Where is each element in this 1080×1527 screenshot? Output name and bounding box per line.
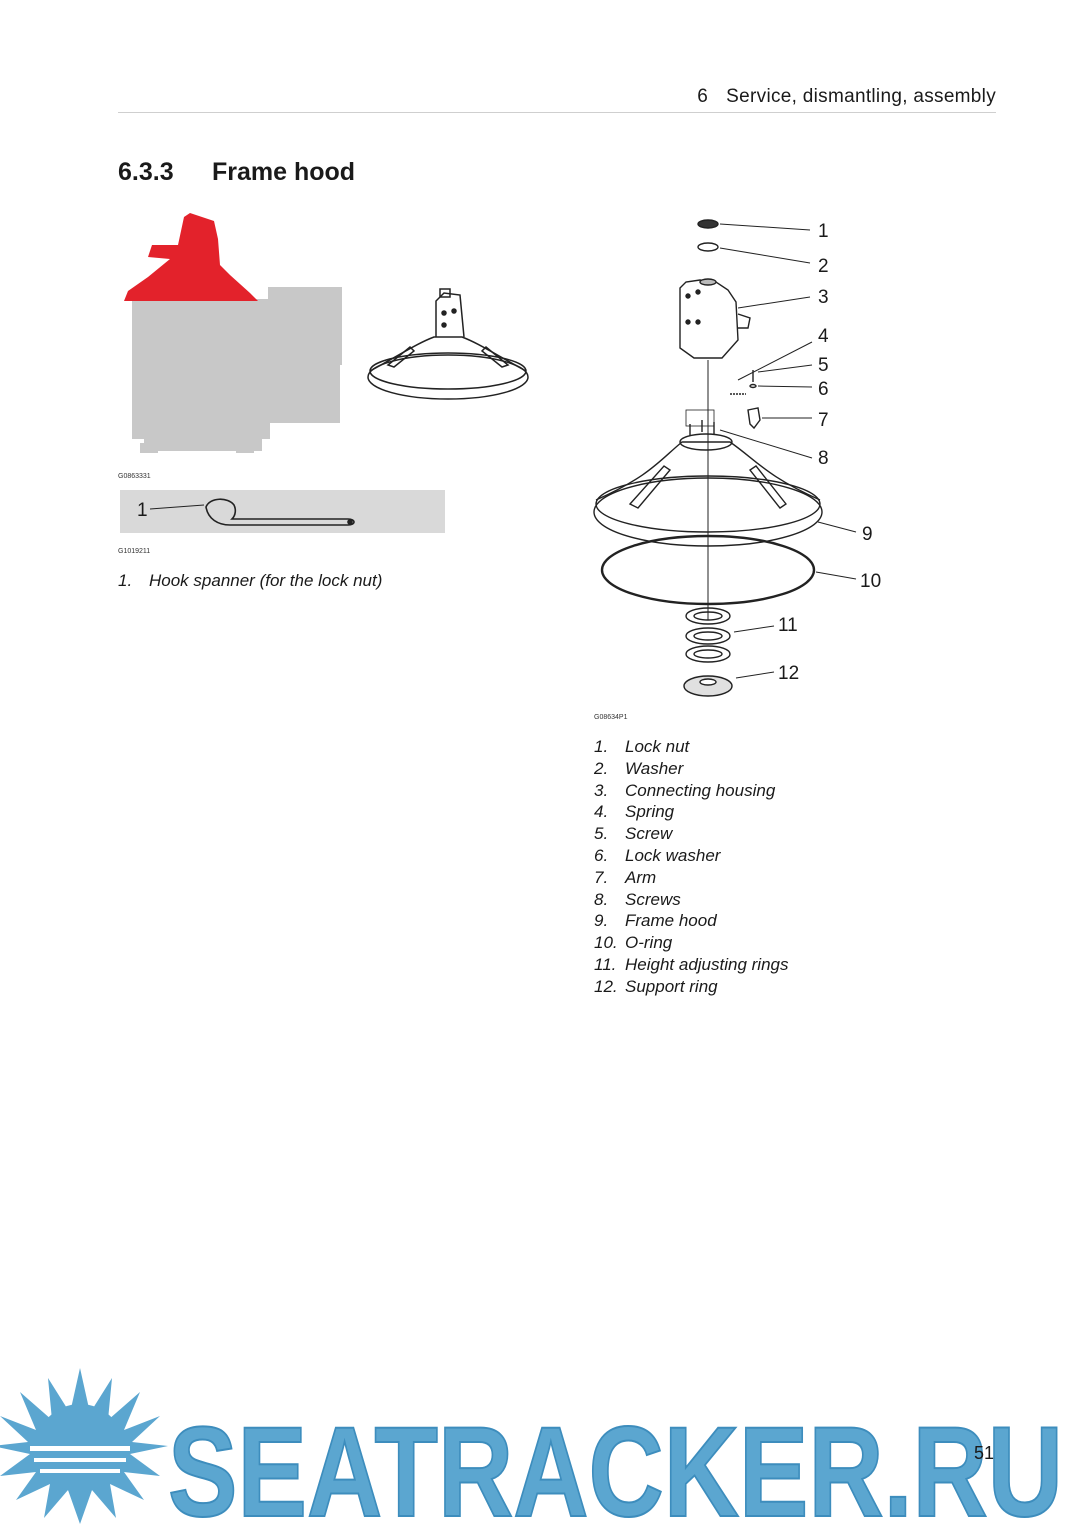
item-text: Support ring [625,976,718,996]
callout-11: 11 [778,615,798,636]
watermark-text: SEATRACKER.RU [168,1401,1063,1527]
item-number: 9. [594,911,609,931]
callout-4: 4 [818,326,829,347]
item-text: Lock washer [625,845,721,865]
item-number: 2. [594,758,609,778]
list-item [594,780,788,802]
hook-spanner-figure [118,489,446,534]
machine-overview-figure [118,205,538,463]
list-item [594,823,788,845]
list-item [594,889,788,911]
item-text: Height adjusting rings [625,954,789,974]
list-item [594,954,788,976]
item-number: 11. [594,954,617,974]
page-number: 51 [973,1443,994,1463]
callout-7: 7 [818,410,829,431]
item-text: Connecting housing [625,780,776,800]
item-number: 1. [118,571,133,590]
item-text: Frame hood [625,911,717,931]
item-number: 12. [594,976,618,996]
section-title: Frame hood [212,158,356,186]
list-item [118,570,382,592]
item-number: 7. [594,867,609,887]
item-number: 5. [594,824,609,844]
item-text: Lock nut [625,737,690,756]
header-rule [118,112,996,113]
list-item [594,758,788,780]
item-number: 3. [594,780,609,800]
item-text: Washer [625,758,684,778]
callout-3: 3 [818,287,829,308]
callout-5: 5 [818,355,829,376]
item-number: 10. [594,933,618,953]
running-header [118,86,996,108]
figure2-code: G1019211 [118,548,151,555]
section-number: 6.3.3 [118,158,174,186]
figure2-callout-1: 1 [137,500,148,521]
callout-10: 10 [860,571,882,592]
callout-2: 2 [818,256,829,277]
list-item [594,845,788,867]
list-item [594,736,788,758]
item-text: Spring [625,802,675,822]
watermark [0,1368,1080,1527]
list-item [594,801,788,823]
machine-body-illustration [132,287,342,453]
item-text: O-ring [625,933,673,953]
item-number: 6. [594,845,609,865]
callout-9: 9 [862,524,873,545]
figure1-code: G0863331 [118,473,151,480]
figure-background [120,490,445,533]
item-number: 8. [594,889,609,909]
list-item [594,976,788,998]
list-item [594,910,788,932]
callout-12: 12 [778,663,800,684]
item-text: Screw [625,824,673,844]
callout-leader-lines [720,224,856,678]
figure3-code: G08634P1 [594,714,628,721]
item-number: 1. [594,737,609,756]
chapter-number: 6 [697,86,709,107]
sun-icon [0,1368,168,1524]
parts-legend [594,736,788,998]
frame-hood-small-illustration [368,289,528,399]
section-heading [118,158,355,187]
item-text: Hook spanner (for the lock nut) [149,571,383,590]
exploded-view-figure [590,210,900,705]
list-item [594,932,788,954]
item-text: Arm [625,867,657,887]
list-item [594,867,788,889]
callout-6: 6 [818,379,829,400]
item-number: 4. [594,802,609,822]
item-text: Screws [625,889,681,909]
tool-legend [118,570,382,592]
callout-8: 8 [818,448,829,469]
frame-hood-highlight [124,213,258,301]
callout-1: 1 [818,221,829,242]
chapter-title: Service, dismantling, assembly [726,86,996,107]
